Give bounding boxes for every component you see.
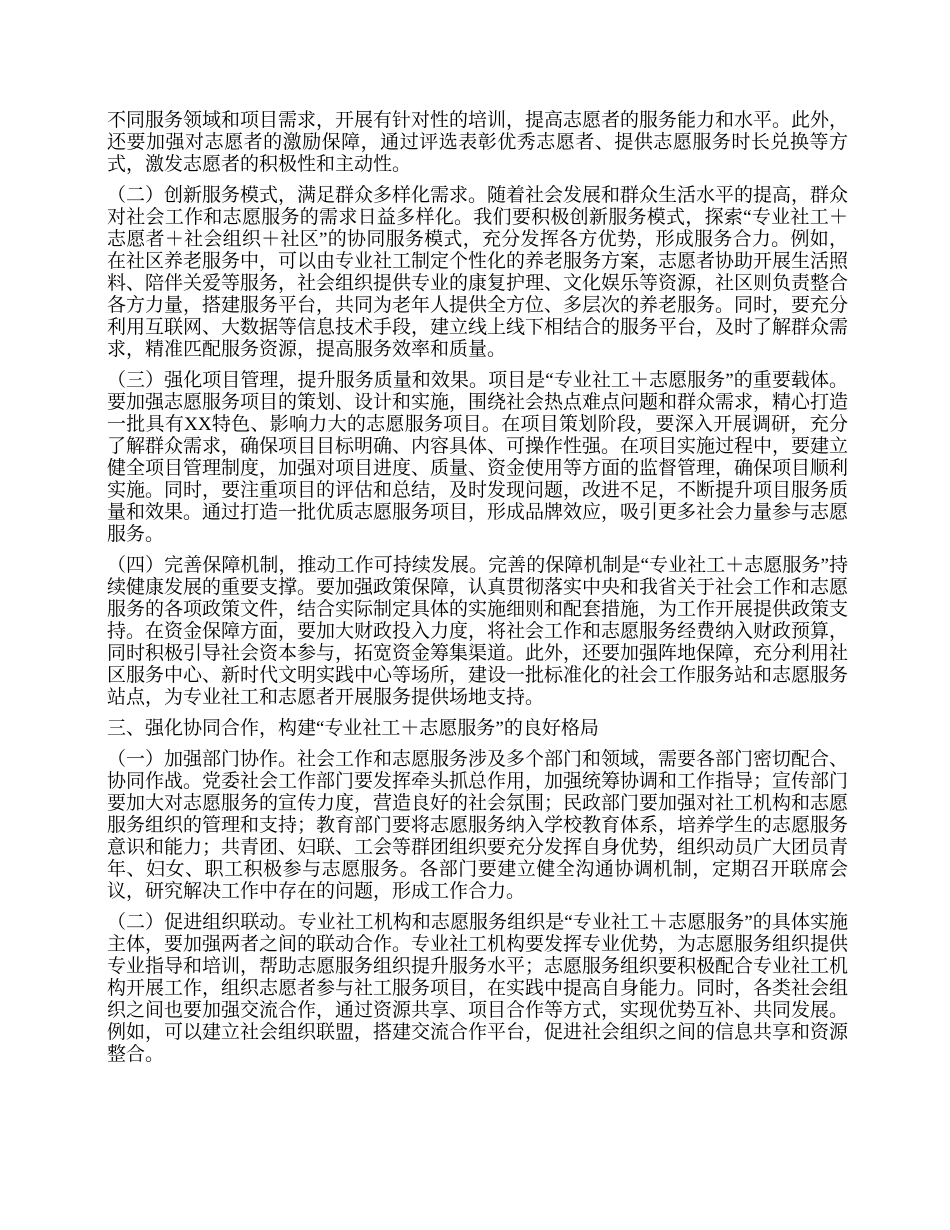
paragraph-item-4-safeguard-mechanism: （四）完善保障机制，推动工作可持续发展。完善的保障机制是“专业社工＋志愿服务”持续健康发展的重要支撑。要加强政策保障，认真贯彻落实中央和我省关于社会工作和志愿服务的各项政策文件，结合实际制定具体的实施细则和配套措施，为工作开展提供政策支持。在资金保障方面，要加大财政投入力度，将社会工作和志愿服务经费纳入财政预算，同时积极引导社会资本参与，拓宽资金筹集渠道。此外，还要加强阵地保障，充分利用社区服务中心、新时代文明实践中心等场所，建设一批标准化的社会工作服务站和志愿服务站点，为专业社工和志愿者开展服务提供场地支持。 xyxy=(107,555,849,708)
paragraph-item-3-project-management: （三）强化项目管理，提升服务质量和效果。项目是“专业社工＋志愿服务”的重要载体。要加强志愿服务项目的策划、设计和实施，围绕社会热点难点问题和群众需求，精心打造一批具有XX特色、影响力大的志愿服务项目。在项目策划阶段，要深入开展调研，充分了解群众需求，确保项目目标明确、内容具体、可操作性强。在项目实施过程中，要建立健全项目管理制度，加强对项目进度、质量、资金使用等方面的监督管理，确保项目顺利实施。同时，要注重项目的评估和总结，及时发现问题，改进不足，不断提升项目服务质量和效果。通过打造一批优质志愿服务项目，形成品牌效应，吸引更多社会力量参与志愿服务。 xyxy=(107,370,849,545)
document-page xyxy=(107,110,848,1075)
paragraph-continuation: 不同服务领域和项目需求，开展有针对性的培训，提高志愿者的服务能力和水平。此外，还要加强对志愿者的激励保障，通过评选表彰优秀志愿者、提供志愿服务时长兑换等方式，激发志愿者的积极性和主动性。 xyxy=(107,110,849,175)
section-heading-3-collaboration: 三、强化协同合作，构建“专业社工＋志愿服务”的良好格局 xyxy=(107,718,599,739)
paragraph-item-1-department-coordination: （一）加强部门协作。社会工作和志愿服务涉及多个部门和领域，需要各部门密切配合、协同作战。党委社会工作部门要发挥牵头抓总作用，加强统筹协调和工作指导；宣传部门要加大对志愿服务的宣传力度，营造良好的社会氛围；民政部门要加强对社工机构和志愿服务组织的管理和支持；教育部门要将志愿服务纳入学校教育体系，培养学生的志愿服务意识和能力；共青团、妇联、工会等群团组织要充分发挥自身优势，组织动员广大团员青年、妇女、职工积极参与志愿服务。各部门要建立健全沟通协调机制，定期召开联席会议，研究解决工作中存在的问题，形成工作合力。 xyxy=(107,749,849,902)
paragraph-item-2-organization-linkage: （二）促进组织联动。专业社工机构和志愿服务组织是“专业社工＋志愿服务”的具体实施主体，要加强两者之间的联动合作。专业社工机构要发挥专业优势，为志愿服务组织提供专业指导和培训，帮助志愿服务组织提升服务水平；志愿服务组织要积极配合专业社工机构开展工作，组织志愿者参与社工服务项目，在实践中提高自身能力。同时，各类社会组织之间也要加强交流合作，通过资源共享、项目合作等方式，实现优势互补、共同发展。例如，可以建立社会组织联盟，搭建交流合作平台，促进社会组织之间的信息共享和资源整合。 xyxy=(107,912,849,1065)
paragraph-item-2-innovate-service-model: （二）创新服务模式，满足群众多样化需求。随着社会发展和群众生活水平的提高，群众对社会工作和志愿服务的需求日益多样化。我们要积极创新服务模式，探索“专业社工＋志愿者＋社会组织＋社区”的协同服务模式，充分发挥各方优势，形成服务合力。例如，在社区养老服务中，可以由专业社工制定个性化的养老服务方案，志愿者协助开展生活照料、陪伴关爱等服务，社会组织提供专业的康复护理、文化娱乐等资源，社区则负责整合各方力量，搭建服务平台，共同为老年人提供全方位、多层次的养老服务。同时，要充分利用互联网、大数据等信息技术手段，建立线上线下相结合的服务平台，及时了解群众需求，精准匹配服务资源，提高服务效率和质量。 xyxy=(107,185,849,360)
